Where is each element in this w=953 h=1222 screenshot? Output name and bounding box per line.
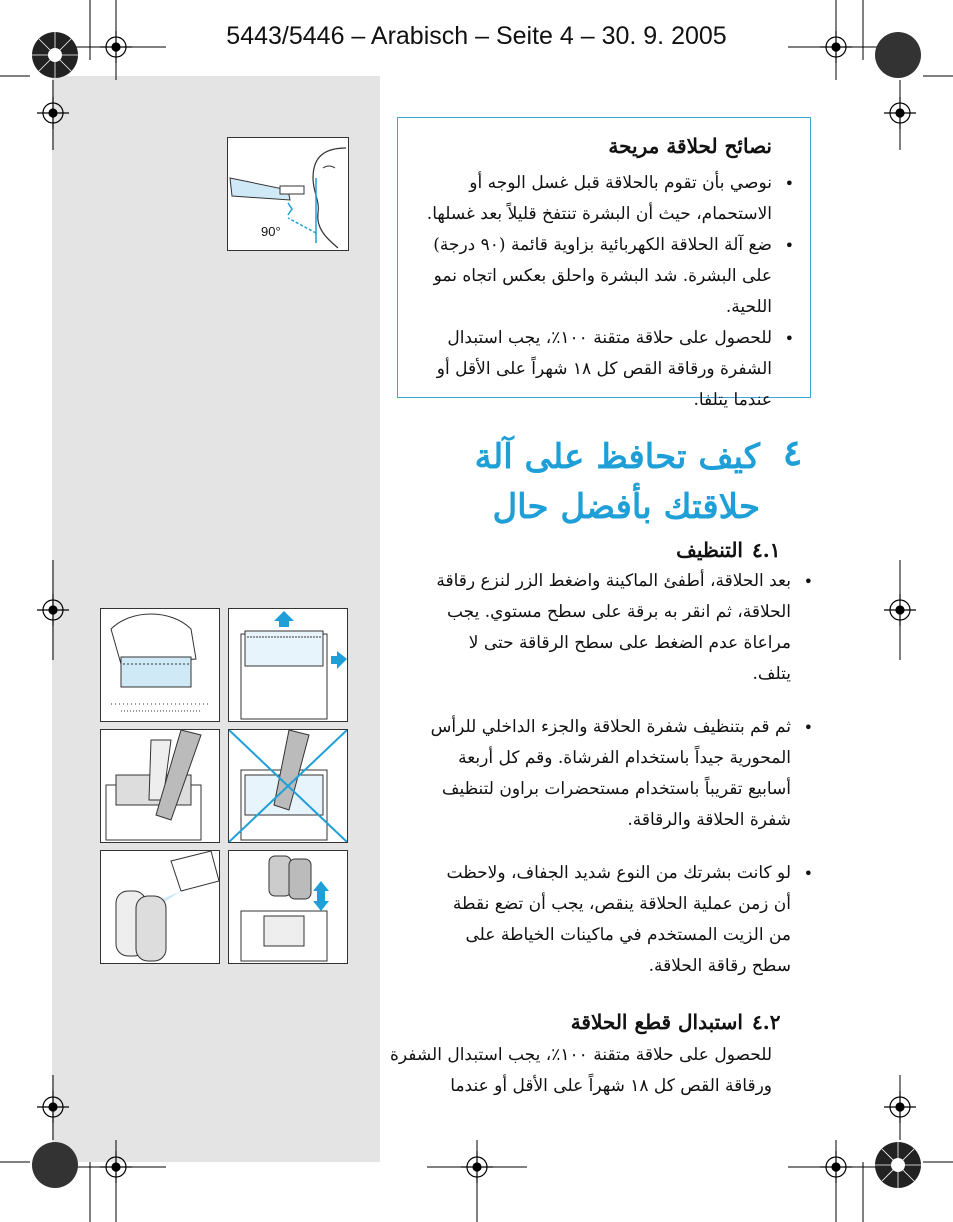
foil-tap-illustration — [100, 608, 220, 722]
list-item: • لو كانت بشرتك من النوع شديد الجفاف، ولاحظت أن زمن عملية الحلاقة ينقص، يجب أن تضع نقطة من الزيت المستخدم في ماكينات الخياطة على سطح رقاقة الحلاقة. — [446, 863, 813, 976]
list-item: • بعد الحلاقة، أطفئ الماكينة واضغط الزر لنزع رقاقة الحلاقة، ثم انقر به برقة على سطح مستوي. يجب مراعاة عدم الضغط على سطح الرقاقة حتى لا يتلف. — [436, 571, 813, 684]
list-item: • للحصول على حلاقة متقنة ١٠٠٪، يجب استبدال الشفرة ورقاقة القص كل ١٨ شهراً على الأقل أو عندما يتلفا. — [436, 328, 794, 410]
tips-list — [406, 168, 798, 416]
list-item: • ثم قم بتنظيف شفرة الحلاقة والجزء الداخلي للرأس المحورية جيداً باستخدام الفرشاة. وقم كل أربعة أسابيع تقريباً باستخدام مستحضرات براون لتنظيف شفرة الحلاقة والرقاقة. — [430, 717, 813, 830]
shaving-angle-illustration — [227, 137, 349, 251]
angle-label: 90° — [261, 224, 281, 239]
oil-drop-illustration — [100, 850, 220, 964]
section-4-1-number: ٤.١ — [752, 538, 781, 562]
list-item: • نوصي بأن تقوم بالحلاقة قبل غسل الوجه أو الاستحمام، حيث أن البشرة تنتفخ قليلاً بعد غسلها. — [426, 173, 794, 224]
section-4-2-title: استبدال قطع الحلاقة — [570, 1010, 743, 1034]
brush-cleaning-illustration — [100, 729, 220, 843]
tips-box — [397, 117, 811, 410]
list-item: • ضع آلة الحلاقة الكهربائية بزاوية قائمة (٩٠ درجة) على البشرة. شد البشرة واحلق بعكس اتجاه نمو اللحية. — [433, 235, 794, 317]
print-header: 5443/5446 – Arabisch – Seite 4 – 30. 9. 2005 — [226, 22, 727, 50]
section-4-number: ٤ — [782, 432, 803, 474]
section-4-1-title: التنظيف — [676, 538, 743, 562]
do-not-brush-foil-illustration — [228, 729, 348, 843]
cutter-block-removal-illustration — [228, 850, 348, 964]
section-4-2-number: ٤.٢ — [752, 1010, 781, 1034]
cleaning-list — [427, 566, 817, 1004]
section-4-2-text: للحصول على حلاقة متقنة ١٠٠٪، يجب استبدال الشفرة ورقاقة القص كل ١٨ شهراً على الأقل أو عندما — [389, 1045, 772, 1096]
tips-title: نصائح لحلاقة مريحة — [608, 134, 772, 158]
foil-release-illustration — [228, 608, 348, 722]
section-4-title: كيف تحافظ على آلة حلاقتك بأفضل حال — [474, 437, 760, 527]
